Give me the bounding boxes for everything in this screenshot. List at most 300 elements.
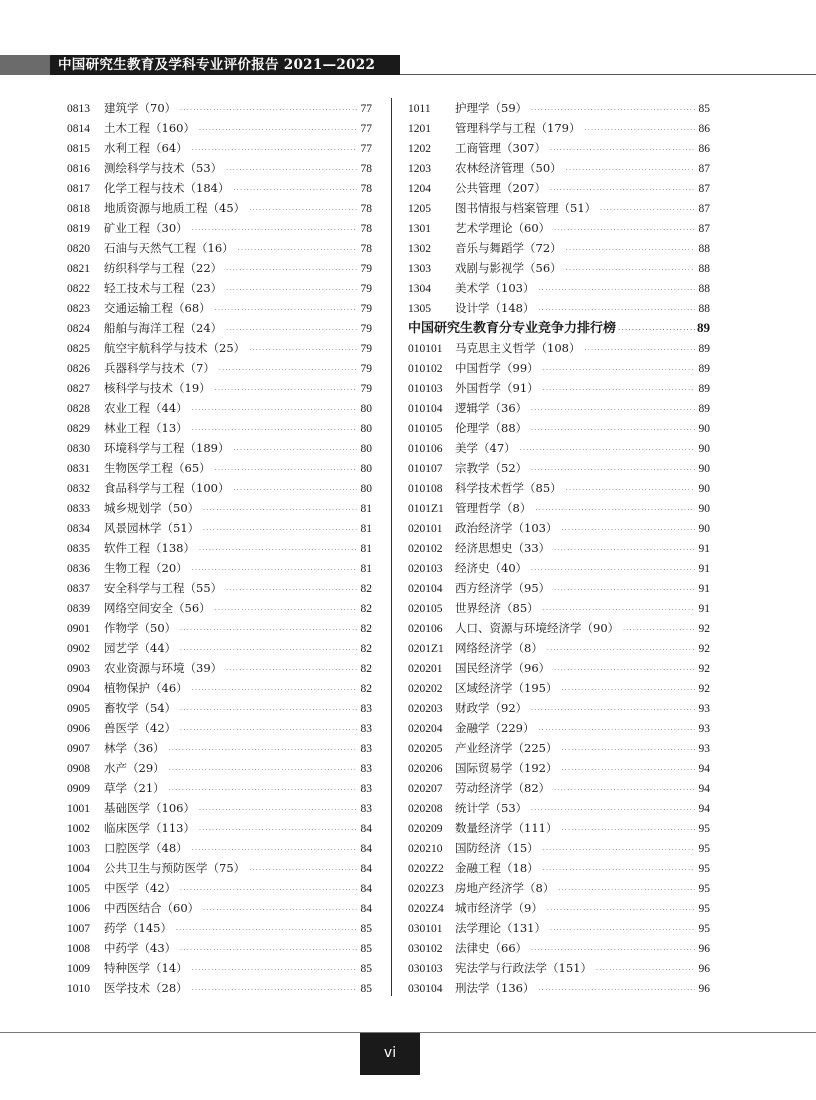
toc-entry[interactable] — [408, 918, 710, 938]
toc-entry[interactable] — [408, 718, 710, 738]
leader-dots — [219, 361, 357, 381]
toc-entry-page: 80 — [360, 463, 372, 475]
toc-entry-name: 矿业工程（30） — [104, 221, 188, 235]
toc-entry-name: 城乡规划学（50） — [104, 501, 200, 515]
toc-entry-page: 90 — [698, 483, 710, 495]
toc-entry-name: 化学工程与技术（184） — [104, 181, 230, 195]
toc-entry-name: 西方经济学（95） — [455, 581, 551, 595]
toc-entry-code: 020209 — [408, 823, 443, 835]
toc-entry-code: 030101 — [408, 923, 443, 935]
toc-entry-page: 96 — [698, 963, 710, 975]
toc-entry-code: 0836 — [67, 563, 90, 575]
toc-entry[interactable] — [67, 518, 372, 538]
toc-entry-code: 0101Z1 — [408, 503, 444, 515]
toc-entry-page: 79 — [360, 303, 372, 315]
toc-entry[interactable] — [67, 798, 372, 818]
toc-entry-page: 83 — [360, 763, 372, 775]
toc-entry-page: 81 — [360, 523, 372, 535]
toc-entry-name: 网络空间安全（56） — [104, 601, 211, 615]
toc-entry-page: 87 — [698, 183, 710, 195]
toc-entry[interactable] — [67, 918, 372, 938]
toc-entry-name: 法律史（66） — [455, 941, 528, 955]
toc-entry-page: 96 — [698, 943, 710, 955]
toc-entry-page: 92 — [698, 643, 710, 655]
toc-entry[interactable] — [67, 418, 372, 438]
toc-entry-code: 1201 — [408, 123, 431, 135]
toc-entry[interactable] — [67, 678, 372, 698]
section-heading-page: 89 — [697, 320, 710, 335]
toc-entry-page: 95 — [698, 823, 710, 835]
toc-entry[interactable] — [408, 638, 710, 658]
toc-entry[interactable] — [408, 518, 710, 538]
toc-entry-code: 0906 — [67, 723, 90, 735]
toc-entry[interactable] — [408, 438, 710, 458]
toc-entry-page: 90 — [698, 463, 710, 475]
toc-entry[interactable] — [67, 178, 372, 198]
toc-entry-code: 0202Z3 — [408, 883, 444, 895]
toc-entry-page: 88 — [698, 283, 710, 295]
toc-entry[interactable] — [67, 538, 372, 558]
toc-entry-name: 刑法学（136） — [455, 981, 535, 995]
toc-entry-page: 92 — [698, 663, 710, 675]
leader-dots — [566, 241, 695, 261]
toc-entry[interactable] — [408, 698, 710, 718]
toc-entry-code: 1203 — [408, 163, 431, 175]
toc-entry-page: 80 — [360, 423, 372, 435]
toc-entry[interactable] — [67, 758, 372, 778]
toc-entry[interactable] — [67, 318, 372, 338]
toc-entry-code: 0827 — [67, 383, 90, 395]
leader-dots — [550, 141, 695, 161]
toc-entry[interactable] — [408, 378, 710, 398]
toc-entry[interactable] — [67, 838, 372, 858]
toc-entry[interactable] — [408, 278, 710, 298]
toc-entry[interactable] — [408, 498, 710, 518]
toc-entry-name: 图书情报与档案管理（51） — [455, 201, 597, 215]
toc-entry-page: 77 — [360, 103, 372, 115]
leader-dots — [203, 901, 357, 921]
toc-entry[interactable] — [67, 638, 372, 658]
leader-dots — [561, 821, 695, 841]
toc-entry[interactable] — [67, 218, 372, 238]
toc-entry-name: 风景园林学（51） — [104, 521, 200, 535]
toc-entry-page: 95 — [698, 883, 710, 895]
toc-entry-name: 艺术学理论（60） — [455, 221, 551, 235]
toc-entry[interactable] — [67, 358, 372, 378]
toc-entry-name: 国防经济（15） — [455, 841, 539, 855]
toc-entry-page: 95 — [698, 843, 710, 855]
toc-entry[interactable] — [67, 698, 372, 718]
toc-entry-name: 植物保护（46） — [104, 681, 188, 695]
toc-entry-name: 世界经济（85） — [455, 601, 539, 615]
toc-entry-code: 1302 — [408, 243, 431, 255]
leader-dots — [169, 741, 357, 761]
toc-entry-name: 环境科学与工程（189） — [104, 441, 230, 455]
toc-entry-code: 0202Z4 — [408, 903, 444, 915]
toc-entry[interactable] — [67, 738, 372, 758]
toc-right-column — [408, 98, 710, 998]
toc-entry[interactable] — [408, 158, 710, 178]
toc-entry-code: 0839 — [67, 603, 90, 615]
toc-entry-page: 78 — [360, 203, 372, 215]
toc-entry[interactable] — [408, 678, 710, 698]
toc-entry-name: 劳动经济学（82） — [455, 781, 551, 795]
toc-entry-name: 统计学（53） — [455, 801, 528, 815]
toc-entry-code: 020104 — [408, 583, 443, 595]
toc-entry-name: 金融工程（18） — [455, 861, 539, 875]
toc-entry-code: 0829 — [67, 423, 90, 435]
toc-entry-code: 0824 — [67, 323, 90, 335]
toc-entry[interactable] — [67, 458, 372, 478]
toc-entry-code: 0823 — [67, 303, 90, 315]
leader-dots — [538, 981, 695, 1001]
leader-dots — [543, 861, 695, 881]
leader-dots — [547, 901, 695, 921]
toc-entry-code: 0902 — [67, 643, 90, 655]
leader-dots — [233, 181, 357, 201]
toc-entry-code: 1009 — [67, 963, 90, 975]
leader-dots — [554, 781, 695, 801]
toc-entry-page: 83 — [360, 783, 372, 795]
toc-entry-code: 0905 — [67, 703, 90, 715]
toc-entry-page: 93 — [698, 723, 710, 735]
toc-entry[interactable] — [408, 738, 710, 758]
toc-entry[interactable] — [408, 778, 710, 798]
toc-entry-name: 网络经济学（8） — [455, 641, 543, 655]
toc-entry-page: 81 — [360, 543, 372, 555]
toc-entry-page: 89 — [698, 383, 710, 395]
toc-entry-name: 宗教学（52） — [455, 461, 528, 475]
toc-entry-code: 020103 — [408, 563, 443, 575]
leader-dots — [180, 101, 357, 121]
leader-dots — [180, 701, 357, 721]
toc-entry-page: 88 — [698, 263, 710, 275]
toc-entry[interactable] — [408, 538, 710, 558]
toc-entry-code: 1304 — [408, 283, 431, 295]
toc-entry-code: 1301 — [408, 223, 431, 235]
toc-entry[interactable] — [408, 658, 710, 678]
toc-entry-page: 84 — [360, 903, 372, 915]
leader-dots — [531, 421, 695, 441]
toc-entry-code: 0837 — [67, 583, 90, 595]
toc-entry[interactable] — [408, 98, 710, 118]
toc-entry-name: 马克思主义哲学（108） — [455, 341, 581, 355]
toc-entry-name: 测绘科学与技术（53） — [104, 161, 223, 175]
leader-dots — [554, 661, 695, 681]
leader-dots — [199, 801, 357, 821]
toc-entry-page: 85 — [698, 103, 710, 115]
toc-entry[interactable] — [408, 958, 710, 978]
toc-entry-name: 农业工程（44） — [104, 401, 188, 415]
toc-entry-name: 水利工程（64） — [104, 141, 188, 155]
toc-entry[interactable] — [408, 298, 710, 318]
leader-dots — [561, 741, 695, 761]
toc-entry-name: 管理哲学（8） — [455, 501, 532, 515]
leader-dots — [584, 121, 695, 141]
toc-entry-page: 94 — [698, 763, 710, 775]
toc-entry[interactable] — [67, 338, 372, 358]
toc-entry-code: 1011 — [408, 103, 431, 115]
toc-entry-name: 生物医学工程（65） — [104, 461, 211, 475]
leader-dots — [547, 641, 695, 661]
toc-entry-code: 020202 — [408, 683, 443, 695]
toc-entry[interactable] — [67, 558, 372, 578]
leader-dots — [600, 201, 695, 221]
toc-entry-name: 临床医学（113） — [104, 821, 195, 835]
toc-entry[interactable] — [408, 418, 710, 438]
leader-dots — [215, 601, 357, 621]
toc-entry-code: 030102 — [408, 943, 443, 955]
toc-entry[interactable] — [67, 978, 372, 998]
toc-entry-code: 0821 — [67, 263, 90, 275]
toc-entry[interactable] — [408, 618, 710, 638]
toc-entry[interactable] — [67, 578, 372, 598]
leader-dots — [233, 441, 357, 461]
toc-entry[interactable] — [408, 898, 710, 918]
toc-entry-name: 中西医结合（60） — [104, 901, 200, 915]
toc-entry[interactable] — [408, 138, 710, 158]
leader-dots — [203, 501, 357, 521]
toc-entry-page: 89 — [698, 403, 710, 415]
toc-entry-page: 78 — [360, 163, 372, 175]
toc-entry[interactable] — [408, 338, 710, 358]
toc-entry[interactable] — [67, 118, 372, 138]
toc-entry-name: 金融学（229） — [455, 721, 535, 735]
toc-entry-code: 0830 — [67, 443, 90, 455]
toc-entry-name: 中药学（43） — [104, 941, 177, 955]
toc-entry[interactable] — [408, 878, 710, 898]
toc-entry[interactable] — [67, 138, 372, 158]
toc-entry-code: 0819 — [67, 223, 90, 235]
leader-dots — [192, 401, 357, 421]
leader-dots — [618, 320, 695, 340]
toc-entry-page: 90 — [698, 443, 710, 455]
toc-entry-name: 公共管理（207） — [455, 181, 546, 195]
toc-entry-page: 95 — [698, 863, 710, 875]
header-band-accent — [0, 55, 50, 75]
toc-entry-code: 020205 — [408, 743, 443, 755]
leader-dots — [554, 221, 695, 241]
column-divider — [391, 98, 392, 996]
page-number: vi — [360, 1033, 420, 1075]
toc-entry-page: 94 — [698, 783, 710, 795]
toc-entry-name: 地质资源与地质工程（45） — [104, 201, 246, 215]
report-title: 中国研究生教育及学科专业评价报告 2021—2022 — [58, 57, 376, 73]
toc-entry[interactable] — [67, 298, 372, 318]
toc-entry[interactable] — [67, 278, 372, 298]
toc-entry-page: 91 — [698, 543, 710, 555]
toc-entry-page: 79 — [360, 323, 372, 335]
toc-entry[interactable] — [408, 938, 710, 958]
leader-dots — [226, 161, 357, 181]
toc-entry[interactable] — [408, 358, 710, 378]
toc-entry-page: 82 — [360, 583, 372, 595]
toc-entry-name: 戏剧与影视学（56） — [455, 261, 562, 275]
toc-entry-page: 79 — [360, 363, 372, 375]
toc-entry-code: 0826 — [67, 363, 90, 375]
toc-entry[interactable] — [408, 178, 710, 198]
toc-entry[interactable] — [408, 398, 710, 418]
toc-entry-page: 87 — [698, 203, 710, 215]
toc-entry[interactable] — [408, 198, 710, 218]
leader-dots — [550, 921, 695, 941]
leader-dots — [226, 581, 357, 601]
leader-dots — [543, 381, 695, 401]
toc-entry[interactable] — [67, 898, 372, 918]
toc-entry-code: 1003 — [67, 843, 90, 855]
toc-entry-page: 84 — [360, 843, 372, 855]
toc-entry-code: 0814 — [67, 123, 90, 135]
toc-entry-name: 核科学与技术（19） — [104, 381, 211, 395]
toc-entry[interactable] — [67, 938, 372, 958]
toc-entry-page: 79 — [360, 283, 372, 295]
leader-dots — [199, 121, 357, 141]
toc-entry-name: 建筑学（70） — [104, 101, 177, 115]
toc-entry-name: 畜牧学（54） — [104, 701, 177, 715]
toc-entry-code: 0822 — [67, 283, 90, 295]
toc-entry[interactable] — [408, 598, 710, 618]
toc-entry-page: 89 — [698, 343, 710, 355]
toc-entry[interactable] — [67, 818, 372, 838]
toc-entry-name: 林学（36） — [104, 741, 165, 755]
toc-entry[interactable] — [408, 218, 710, 238]
toc-entry-name: 食品科学与工程（100） — [104, 481, 230, 495]
toc-entry-name: 产业经济学（225） — [455, 741, 558, 755]
toc-entry[interactable] — [67, 618, 372, 638]
leader-dots — [215, 381, 357, 401]
toc-entry-page: 85 — [360, 943, 372, 955]
leader-dots — [623, 621, 695, 641]
section-heading[interactable] — [408, 318, 710, 338]
toc-entry-page: 85 — [360, 983, 372, 995]
toc-entry[interactable] — [67, 258, 372, 278]
toc-entry-name: 财政学（92） — [455, 701, 528, 715]
toc-entry[interactable] — [67, 398, 372, 418]
toc-entry-page: 82 — [360, 683, 372, 695]
toc-entry[interactable] — [67, 98, 372, 118]
toc-entry-page: 78 — [360, 223, 372, 235]
toc-entry-page: 95 — [698, 923, 710, 935]
toc-entry[interactable] — [408, 558, 710, 578]
toc-entry-name: 特种医学（14） — [104, 961, 188, 975]
toc-entry-name: 宪法学与行政法学（151） — [455, 961, 592, 975]
toc-entry[interactable] — [408, 478, 710, 498]
toc-entry[interactable] — [67, 598, 372, 618]
toc-entry-name: 水产（29） — [104, 761, 165, 775]
toc-entry-code: 0831 — [67, 463, 90, 475]
toc-entry[interactable] — [67, 238, 372, 258]
toc-entry-name: 国际贸易学（192） — [455, 761, 558, 775]
toc-entry[interactable] — [67, 718, 372, 738]
toc-entry-page: 82 — [360, 603, 372, 615]
toc-entry-code: 1202 — [408, 143, 431, 155]
toc-entry[interactable] — [67, 778, 372, 798]
toc-entry-page: 77 — [360, 143, 372, 155]
toc-entry[interactable] — [67, 498, 372, 518]
toc-entry[interactable] — [408, 118, 710, 138]
toc-entry-page: 78 — [360, 183, 372, 195]
toc-entry-page: 79 — [360, 263, 372, 275]
toc-entry-code: 010102 — [408, 363, 443, 375]
toc-entry-page: 93 — [698, 703, 710, 715]
toc-entry[interactable] — [67, 378, 372, 398]
leader-dots — [215, 461, 357, 481]
toc-entry-page: 77 — [360, 123, 372, 135]
toc-entry-name: 科学技术哲学（85） — [455, 481, 562, 495]
toc-entry-code: 1007 — [67, 923, 90, 935]
leader-dots — [176, 921, 357, 941]
leader-dots — [226, 261, 357, 281]
toc-entry[interactable] — [67, 858, 372, 878]
toc-entry-name: 经济史（40） — [455, 561, 528, 575]
toc-entry[interactable] — [408, 758, 710, 778]
toc-entry-page: 85 — [360, 923, 372, 935]
toc-entry[interactable] — [408, 798, 710, 818]
toc-entry-page: 81 — [360, 503, 372, 515]
toc-entry-code: 0909 — [67, 783, 90, 795]
toc-entry-page: 82 — [360, 643, 372, 655]
leader-dots — [180, 621, 357, 641]
toc-entry-page: 84 — [360, 883, 372, 895]
toc-entry-name: 药学（145） — [104, 921, 172, 935]
toc-entry-page: 96 — [698, 983, 710, 995]
toc-entry-code: 0904 — [67, 683, 90, 695]
toc-entry[interactable] — [67, 438, 372, 458]
toc-entry[interactable] — [408, 838, 710, 858]
toc-entry[interactable] — [67, 158, 372, 178]
toc-entry[interactable] — [67, 198, 372, 218]
toc-entry-code: 0907 — [67, 743, 90, 755]
toc-entry-page: 83 — [360, 803, 372, 815]
leader-dots — [531, 561, 695, 581]
toc-entry[interactable] — [408, 578, 710, 598]
toc-entry[interactable] — [408, 238, 710, 258]
toc-entry-code: 1205 — [408, 203, 431, 215]
toc-entry-name: 逻辑学（36） — [455, 401, 528, 415]
toc-entry[interactable] — [408, 458, 710, 478]
toc-entry-name: 管理科学与工程（179） — [455, 121, 581, 135]
toc-entry-name: 公共卫生与预防医学（75） — [104, 861, 246, 875]
leader-dots — [566, 261, 695, 281]
toc-entry-code: 1002 — [67, 823, 90, 835]
toc-entry-name: 护理学（59） — [455, 101, 528, 115]
toc-entry-code: 020208 — [408, 803, 443, 815]
toc-entry[interactable] — [67, 958, 372, 978]
toc-entry[interactable] — [408, 858, 710, 878]
toc-entry-page: 83 — [360, 703, 372, 715]
toc-entry-code: 010108 — [408, 483, 443, 495]
leader-dots — [192, 681, 357, 701]
toc-entry[interactable] — [67, 658, 372, 678]
toc-entry[interactable] — [67, 478, 372, 498]
toc-entry-code: 020204 — [408, 723, 443, 735]
toc-entry[interactable] — [408, 258, 710, 278]
leader-dots — [192, 961, 357, 981]
toc-entry-name: 城市经济学（9） — [455, 901, 543, 915]
toc-entry-name: 石油与天然气工程（16） — [104, 241, 234, 255]
toc-entry-page: 91 — [698, 603, 710, 615]
toc-entry[interactable] — [408, 978, 710, 998]
toc-entry-code: 010101 — [408, 343, 443, 355]
toc-entry[interactable] — [67, 878, 372, 898]
toc-entry[interactable] — [408, 818, 710, 838]
toc-entry-code: 1305 — [408, 303, 431, 315]
toc-entry-page: 84 — [360, 823, 372, 835]
toc-entry-name: 区域经济学（195） — [455, 681, 558, 695]
toc-entry-code: 0901 — [67, 623, 90, 635]
toc-entry-name: 船舶与海洋工程（24） — [104, 321, 223, 335]
leader-dots — [543, 361, 695, 381]
